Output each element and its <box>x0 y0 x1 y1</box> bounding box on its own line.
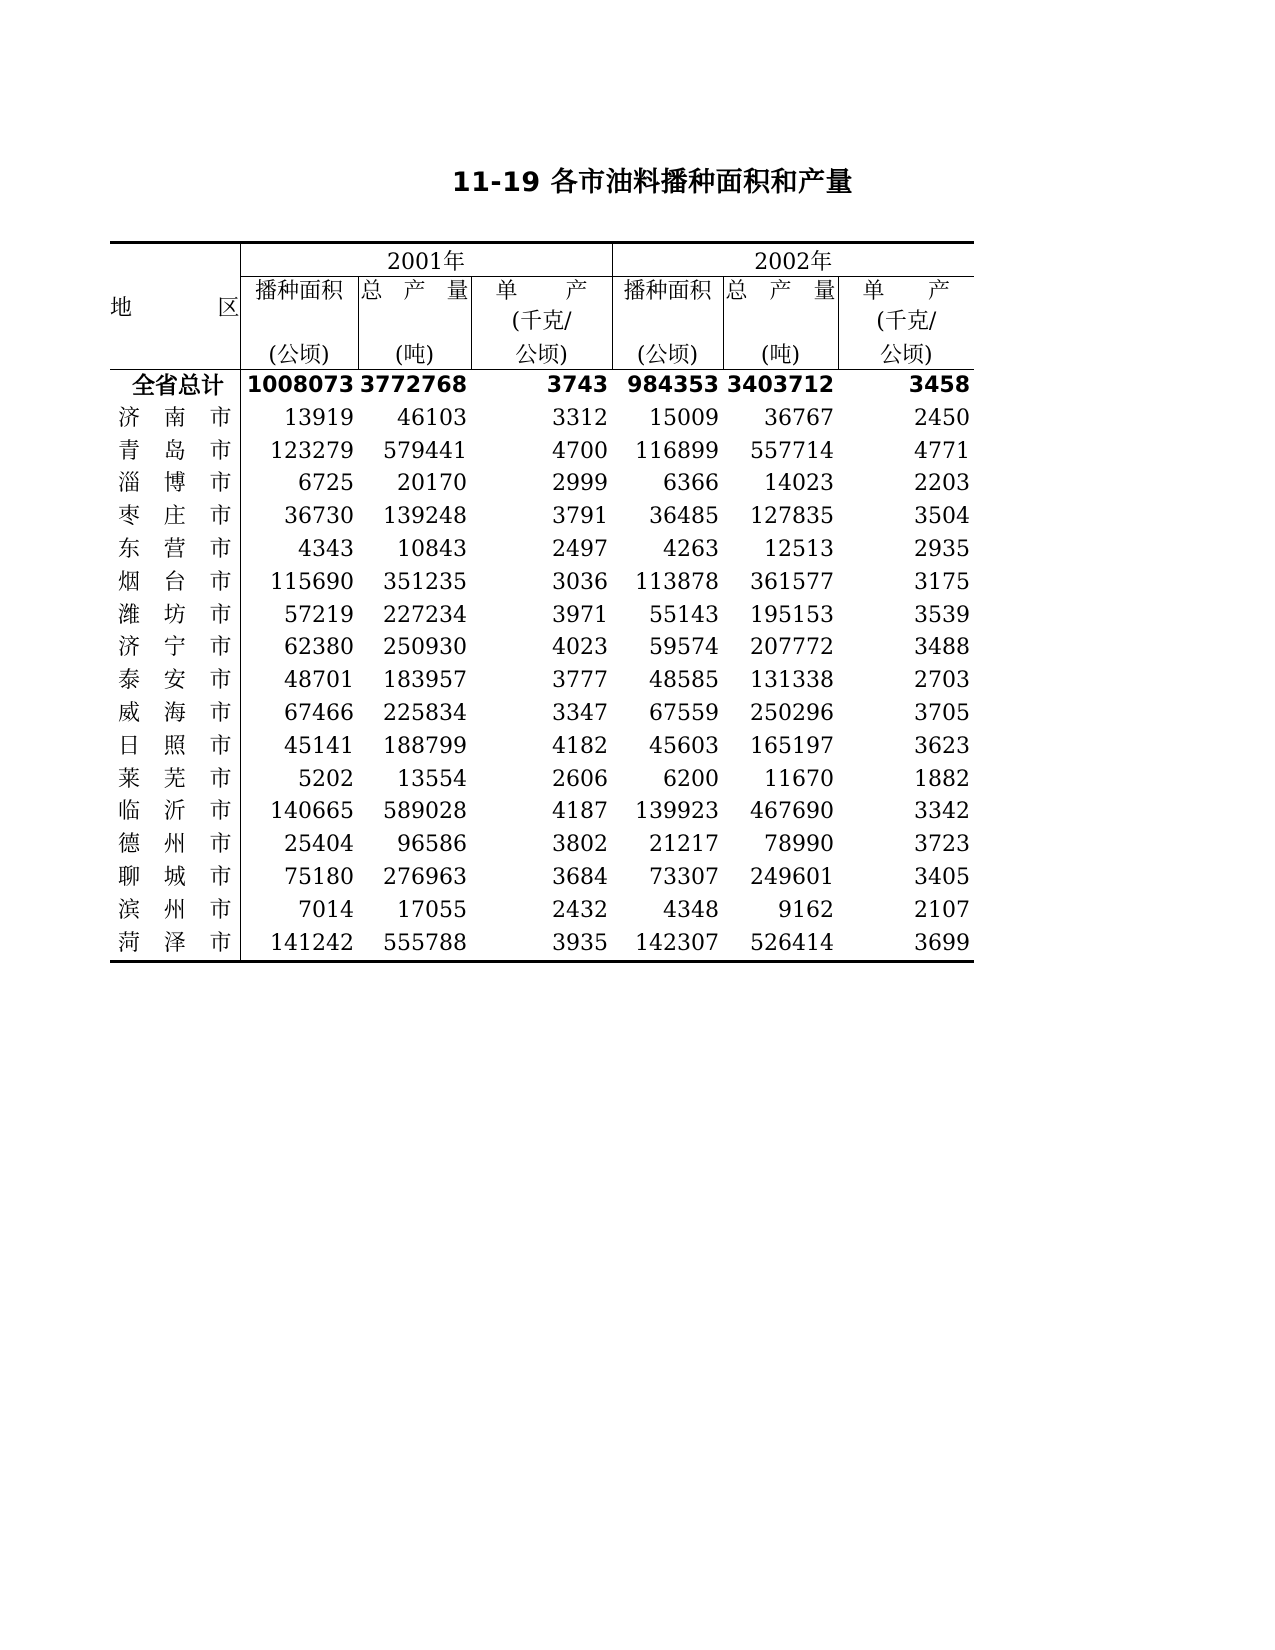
table-row <box>110 468 974 501</box>
region-cell: 济 宁 市 <box>118 635 232 661</box>
area-unit-2001: (公顷) <box>240 337 358 370</box>
value-cell: 36730 <box>240 501 358 534</box>
region-cell: 菏 泽 市 <box>110 928 240 962</box>
year-2002-header: 2002年 <box>612 243 974 277</box>
table-row <box>110 796 974 829</box>
value-cell: 115690 <box>240 567 358 600</box>
value-cell: 45603 <box>649 733 719 759</box>
table-row <box>110 567 974 600</box>
table-row <box>110 698 974 731</box>
value-cell: 526414 <box>723 928 838 962</box>
table-row <box>110 862 974 895</box>
value-cell: 4263 <box>663 536 719 562</box>
region-cell: 威 海 市 <box>118 700 232 726</box>
value-cell: 249601 <box>750 864 834 890</box>
value-cell: 7014 <box>240 895 358 928</box>
value-cell: 3342 <box>914 799 970 825</box>
region-cell: 青 岛 市 <box>118 438 232 464</box>
yield-unit-2001: 公顷) <box>471 337 612 370</box>
table-row <box>110 928 974 962</box>
value-cell: 78990 <box>764 832 834 858</box>
value-cell: 2606 <box>552 766 608 792</box>
value-cell: 183957 <box>383 668 467 694</box>
value-cell: 555788 <box>358 928 471 962</box>
value-cell: 14023 <box>764 471 834 497</box>
value-cell: 12513 <box>764 536 834 562</box>
value-cell: 3935 <box>471 928 612 962</box>
region-cell: 德 州 市 <box>118 832 232 858</box>
table-row <box>110 600 974 633</box>
region-cell: 莱 芜 市 <box>118 766 232 792</box>
region-cell: 枣 庄 市 <box>118 504 232 530</box>
area-header-2001: 播种面积 <box>240 277 358 338</box>
value-cell: 2450 <box>914 405 970 431</box>
area-unit-2002: (公顷) <box>612 337 723 370</box>
value-cell: 276963 <box>383 864 467 890</box>
region-cell: 济 南 市 <box>118 405 232 431</box>
value-cell: 4771 <box>914 438 970 464</box>
value-cell: 2703 <box>914 668 970 694</box>
total-unit-2001: (吨) <box>358 337 471 370</box>
value-cell: 4023 <box>552 635 608 661</box>
value-cell: 73307 <box>649 864 719 890</box>
value-cell: 3539 <box>914 602 970 628</box>
value-cell: 589028 <box>383 799 467 825</box>
region-cell: 全省总计 <box>110 370 240 403</box>
value-cell: 2203 <box>914 471 970 497</box>
value-cell: 113878 <box>635 569 719 595</box>
value-cell: 141242 <box>240 928 358 962</box>
value-cell: 3705 <box>914 700 970 726</box>
area-header-2002: 播种面积 <box>612 277 723 338</box>
value-cell: 67559 <box>649 700 719 726</box>
value-cell: 36767 <box>764 405 834 431</box>
value-cell: 59574 <box>649 635 719 661</box>
table-row <box>110 665 974 698</box>
value-cell: 13919 <box>240 403 358 436</box>
value-cell: 6725 <box>240 468 358 501</box>
value-cell: 57219 <box>240 600 358 633</box>
value-cell: 351235 <box>383 569 467 595</box>
yield-header-2002: 单 产 (千克/ <box>838 277 974 338</box>
value-cell: 3036 <box>552 569 608 595</box>
region-cell: 潍 坊 市 <box>118 602 232 628</box>
table-row <box>110 764 974 797</box>
value-cell: 131338 <box>750 668 834 694</box>
value-cell: 10843 <box>397 536 467 562</box>
region-cell: 日 照 市 <box>118 733 232 759</box>
value-cell: 3971 <box>552 602 608 628</box>
value-cell: 62380 <box>240 632 358 665</box>
year-2001-header: 2001年 <box>240 243 612 277</box>
region-cell: 滨 州 市 <box>118 897 232 923</box>
region-cell: 东 营 市 <box>118 536 232 562</box>
value-cell: 250930 <box>383 635 467 661</box>
value-cell: 467690 <box>750 799 834 825</box>
value-cell: 2999 <box>552 471 608 497</box>
value-cell: 579441 <box>383 438 467 464</box>
oilseed-table <box>110 241 974 963</box>
value-cell: 1882 <box>914 766 970 792</box>
value-cell: 557714 <box>750 438 834 464</box>
value-cell: 13554 <box>397 766 467 792</box>
value-cell: 2432 <box>552 897 608 923</box>
total-header-2002: 总 产 量 <box>723 277 838 338</box>
value-cell: 3488 <box>914 635 970 661</box>
region-header: 地 区 <box>110 243 240 370</box>
value-cell: 4187 <box>552 799 608 825</box>
value-cell: 11670 <box>764 766 834 792</box>
value-cell: 116899 <box>635 438 719 464</box>
region-cell: 淄 博 市 <box>118 471 232 497</box>
yield-header-2001: 单 产 (千克/ <box>471 277 612 338</box>
value-cell: 55143 <box>649 602 719 628</box>
value-cell: 46103 <box>397 405 467 431</box>
value-cell: 361577 <box>750 569 834 595</box>
value-cell: 25404 <box>240 829 358 862</box>
value-cell: 250296 <box>750 700 834 726</box>
table-row <box>110 403 974 436</box>
value-cell: 3802 <box>552 832 608 858</box>
total-row <box>110 370 974 403</box>
value-cell: 17055 <box>397 897 467 923</box>
region-cell: 临 沂 市 <box>118 799 232 825</box>
value-cell: 2497 <box>552 536 608 562</box>
value-cell: 139923 <box>635 799 719 825</box>
value-cell: 3777 <box>552 668 608 694</box>
value-cell: 4182 <box>552 733 608 759</box>
table-body <box>110 370 974 962</box>
value-cell: 21217 <box>649 832 719 858</box>
value-cell: 142307 <box>612 928 723 962</box>
value-cell: 3772768 <box>358 370 471 403</box>
value-cell: 48585 <box>649 668 719 694</box>
value-cell: 3405 <box>914 864 970 890</box>
value-cell: 3723 <box>914 832 970 858</box>
value-cell: 207772 <box>750 635 834 661</box>
table-row <box>110 731 974 764</box>
value-cell: 4343 <box>240 534 358 567</box>
value-cell: 139248 <box>383 504 467 530</box>
value-cell: 9162 <box>778 897 834 923</box>
value-cell: 3699 <box>838 928 974 962</box>
table-row <box>110 632 974 665</box>
value-cell: 67466 <box>240 698 358 731</box>
region-cell: 聊 城 市 <box>118 864 232 890</box>
value-cell: 188799 <box>383 733 467 759</box>
value-cell: 2107 <box>914 897 970 923</box>
value-cell: 3312 <box>552 405 608 431</box>
total-header-2001: 总 产 量 <box>358 277 471 338</box>
table-row <box>110 436 974 469</box>
value-cell: 227234 <box>383 602 467 628</box>
table-row <box>110 534 974 567</box>
value-cell: 48701 <box>240 665 358 698</box>
value-cell: 3458 <box>838 370 974 403</box>
value-cell: 6366 <box>663 471 719 497</box>
value-cell: 20170 <box>397 471 467 497</box>
value-cell: 3347 <box>552 700 608 726</box>
value-cell: 36485 <box>649 504 719 530</box>
value-cell: 96586 <box>397 832 467 858</box>
value-cell: 15009 <box>649 405 719 431</box>
value-cell: 3504 <box>914 504 970 530</box>
value-cell: 123279 <box>240 436 358 469</box>
value-cell: 45141 <box>240 731 358 764</box>
value-cell: 140665 <box>240 796 358 829</box>
table-row <box>110 829 974 862</box>
value-cell: 5202 <box>240 764 358 797</box>
value-cell: 984353 <box>612 370 723 403</box>
region-cell: 泰 安 市 <box>118 668 232 694</box>
total-unit-2002: (吨) <box>723 337 838 370</box>
value-cell: 3403712 <box>723 370 838 403</box>
value-cell: 3684 <box>552 864 608 890</box>
value-cell: 195153 <box>750 602 834 628</box>
value-cell: 6200 <box>663 766 719 792</box>
region-cell: 烟 台 市 <box>118 569 232 595</box>
table-row <box>110 501 974 534</box>
value-cell: 127835 <box>750 504 834 530</box>
value-cell: 4700 <box>552 438 608 464</box>
value-cell: 3791 <box>552 504 608 530</box>
table-row <box>110 895 974 928</box>
value-cell: 3743 <box>471 370 612 403</box>
value-cell: 165197 <box>750 733 834 759</box>
value-cell: 75180 <box>240 862 358 895</box>
yield-unit-2002: 公顷) <box>838 337 974 370</box>
value-cell: 2935 <box>914 536 970 562</box>
value-cell: 3623 <box>914 733 970 759</box>
value-cell: 3175 <box>914 569 970 595</box>
page-title: 11-19 各市油料播种面积和产量 <box>451 167 854 198</box>
value-cell: 225834 <box>383 700 467 726</box>
value-cell: 1008073 <box>240 370 358 403</box>
value-cell: 4348 <box>663 897 719 923</box>
